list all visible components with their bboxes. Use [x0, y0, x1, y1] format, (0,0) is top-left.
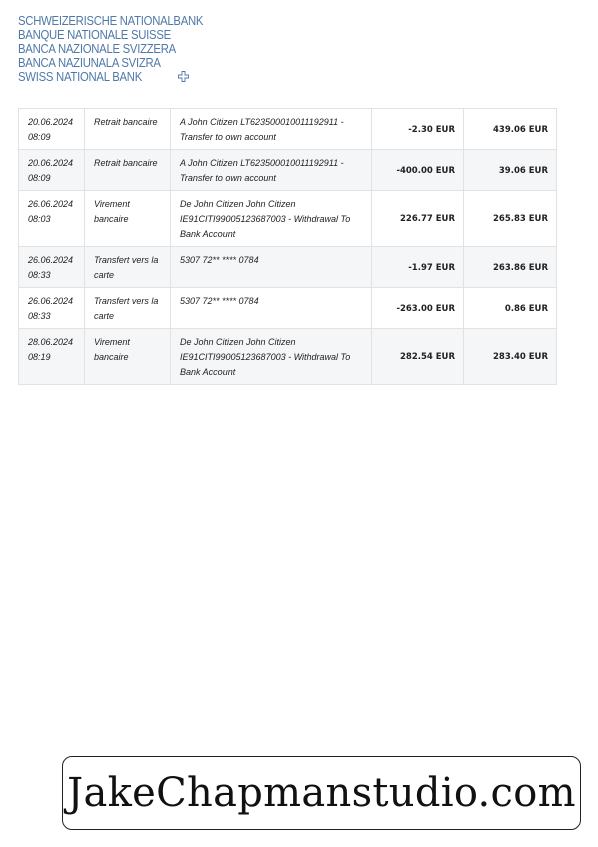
date-cell	[19, 247, 85, 288]
date-cell	[19, 109, 85, 150]
description-line: Transfer to own account	[180, 173, 276, 183]
type-line: bancaire	[94, 352, 129, 362]
bank-name-de: SCHWEIZERISCHE NATIONALBANK	[18, 14, 204, 28]
type-line: Transfert vers la	[94, 255, 159, 265]
bank-header	[18, 14, 224, 84]
date: 20.06.2024	[28, 117, 74, 127]
date: 20.06.2024	[28, 158, 74, 168]
amount: -400.00 EUR	[372, 150, 464, 191]
bank-name-it: BANCA NAZIONALE SVIZZERA	[18, 42, 176, 56]
type-line: Retrait bancaire	[94, 117, 158, 127]
type-cell	[85, 191, 171, 247]
bank-name-en: SWISS NATIONAL BANK	[18, 70, 142, 84]
bank-name-rm: BANCA NAZIUNALA SVIZRA	[18, 56, 161, 70]
description-cell	[171, 109, 372, 150]
type-cell	[85, 288, 171, 329]
date-cell	[19, 150, 85, 191]
type-cell	[85, 150, 171, 191]
transactions-table	[18, 108, 557, 385]
description-cell	[171, 150, 372, 191]
description-line: De John Citizen John Citizen	[180, 337, 296, 347]
description-line: Bank Account	[180, 229, 236, 239]
description-cell	[171, 191, 372, 247]
type-line: bancaire	[94, 214, 129, 224]
type-cell	[85, 329, 171, 385]
time: 08:19	[28, 352, 51, 362]
date: 26.06.2024	[28, 296, 74, 306]
time: 08:09	[28, 173, 51, 183]
balance: 283.40 EUR	[464, 329, 557, 385]
amount: -263.00 EUR	[372, 288, 464, 329]
balance: 0.86 EUR	[464, 288, 557, 329]
type-cell	[85, 247, 171, 288]
time: 08:03	[28, 214, 51, 224]
watermark-text: JakeChapmanstudio.com	[67, 770, 576, 816]
date-cell	[19, 329, 85, 385]
date-cell	[19, 288, 85, 329]
description-line: Transfer to own account	[180, 132, 276, 142]
description-line: IE91CITI99005123687003 - Withdrawal To	[180, 214, 351, 224]
description-line: IE91CITI99005123687003 - Withdrawal To	[180, 352, 351, 362]
description-cell	[171, 247, 372, 288]
table-row	[19, 191, 557, 247]
amount: 282.54 EUR	[372, 329, 464, 385]
table-row	[19, 109, 557, 150]
type-line: Retrait bancaire	[94, 158, 158, 168]
bank-name-fr: BANQUE NATIONALE SUISSE	[18, 28, 171, 42]
balance: 439.06 EUR	[464, 109, 557, 150]
date: 26.06.2024	[28, 255, 74, 265]
table-row	[19, 247, 557, 288]
description-cell	[171, 329, 372, 385]
date-cell	[19, 191, 85, 247]
description-line: A John Citizen LT623500010011192911 -	[180, 158, 344, 168]
table-row	[19, 288, 557, 329]
swiss-cross-icon	[178, 71, 189, 82]
type-cell	[85, 109, 171, 150]
description-line: 5307 72** **** 0784	[180, 296, 259, 306]
amount: -1.97 EUR	[372, 247, 464, 288]
type-line: carte	[94, 311, 115, 321]
time: 08:09	[28, 132, 51, 142]
time: 08:33	[28, 311, 51, 321]
watermark	[62, 756, 581, 830]
type-line: Virement	[94, 199, 130, 209]
type-line: carte	[94, 270, 115, 280]
type-line: Virement	[94, 337, 130, 347]
table-row	[19, 150, 557, 191]
amount: 226.77 EUR	[372, 191, 464, 247]
description-line: De John Citizen John Citizen	[180, 199, 296, 209]
time: 08:33	[28, 270, 51, 280]
description-line: A John Citizen LT623500010011192911 -	[180, 117, 344, 127]
description-line: Bank Account	[180, 367, 236, 377]
type-line: Transfert vers la	[94, 296, 159, 306]
date: 28.06.2024	[28, 337, 74, 347]
balance: 39.06 EUR	[464, 150, 557, 191]
date: 26.06.2024	[28, 199, 74, 209]
balance: 263.86 EUR	[464, 247, 557, 288]
description-cell	[171, 288, 372, 329]
table-row	[19, 329, 557, 385]
description-line: 5307 72** **** 0784	[180, 255, 259, 265]
amount: -2.30 EUR	[372, 109, 464, 150]
balance: 265.83 EUR	[464, 191, 557, 247]
